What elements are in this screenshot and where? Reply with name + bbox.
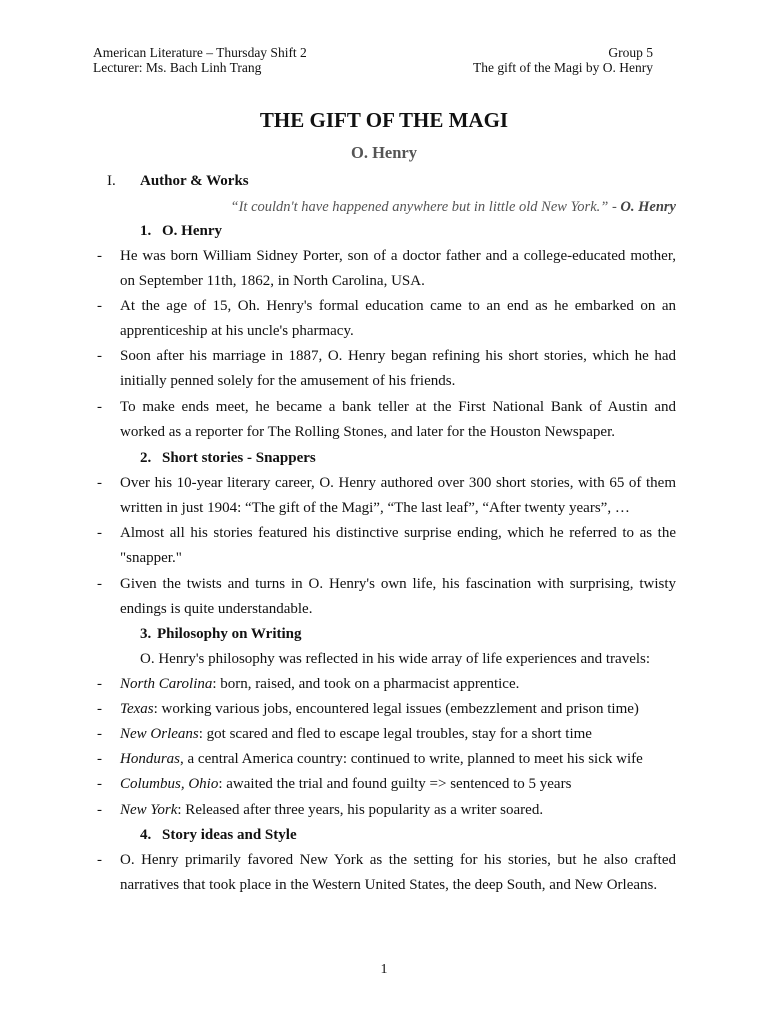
subheading-story-ideas [140, 825, 297, 845]
bullet-dash: - [97, 525, 102, 541]
list-item [97, 848, 676, 898]
list-item-text: O. Henry primarily favored New York as the setting for his stories, but he also crafted narratives that took place in the Western United States, the deep South, and New Orleans. [120, 852, 676, 893]
place-description: : born, raised, and took on a pharmacist apprentice. [212, 676, 520, 692]
place-name: Honduras [120, 751, 181, 767]
list-item [97, 294, 676, 344]
bullet-dash: - [97, 576, 102, 592]
course-name: American Literature – Thursday Shift 2 [93, 45, 307, 60]
list-item [97, 471, 676, 521]
bullet-dash: - [97, 399, 102, 415]
place-description: : got scared and fled to escape legal troubles, stay for a short time [198, 726, 592, 742]
work-title: The gift of the Magi by O. Henry [473, 60, 653, 75]
list-item-text: Almost all his stories featured his distinctive surprise ending, which he referred to as the "snapper." [120, 525, 676, 566]
subheading-title: Philosophy on Writing [157, 626, 302, 642]
section-number: I. [107, 173, 116, 189]
bullet-dash: - [97, 348, 102, 364]
list-item [97, 672, 676, 697]
bullet-dash: - [97, 676, 102, 692]
subheading-philosophy [140, 624, 302, 644]
subheading-number: 3. [140, 626, 152, 642]
place-description: : Released after three years, his popularity as a writer soared. [177, 802, 544, 818]
subheading-number: 2. [140, 450, 152, 466]
list-item-text: To make ends meet, he became a bank teller at the First National Bank of Austin and worked as a reporter for The Rolling Stones, and later for the Houston Newspaper. [120, 399, 676, 440]
list-item-text: Over his 10-year literary career, O. Henry authored over 300 short stories, with 65 of them written in just 1904: “The gift of the Magi”, “The last leaf”, “After twenty years”, … [120, 475, 676, 516]
list-item [97, 798, 676, 823]
bullet-dash: - [97, 852, 102, 868]
epigraph-quote [231, 197, 676, 217]
bullet-dash: - [97, 701, 102, 717]
quote-text: “It couldn't have happened anywhere but in little old New York.” - [230, 199, 621, 215]
subheading-title: Short stories - Snappers [162, 450, 316, 466]
list-item [97, 244, 676, 294]
place-name: North Carolina [120, 676, 213, 692]
lecturer-name: Lecturer: Ms. Bach Linh Trang [93, 60, 262, 75]
subheading-title: O. Henry [162, 223, 222, 239]
bullet-dash: - [97, 248, 102, 264]
list-item-text: At the age of 15, Oh. Henry's formal education came to an end as he embarked on an apprenticeship at his uncle's pharmacy. [120, 298, 676, 339]
list-item [97, 344, 676, 394]
subheading-short-stories [140, 448, 316, 468]
bullet-dash: - [97, 298, 102, 314]
place-description: : awaited the trial and found guilty => sentenced to 5 years [218, 776, 572, 792]
list-item [97, 747, 676, 772]
bullet-dash: - [97, 726, 102, 742]
place-description: , a central America country: continued to write, planned to meet his sick wife [180, 751, 643, 767]
place-name: Texas [120, 701, 154, 717]
place-name: New York [120, 802, 178, 818]
list-item [97, 772, 676, 797]
bullet-dash: - [97, 802, 102, 818]
list-item-text: Soon after his marriage in 1887, O. Henry began refining his short stories, which he had initially penned solely for the amusement of his friends. [120, 348, 676, 389]
quote-attribution: O. Henry [620, 199, 676, 215]
document-title: THE GIFT OF THE MAGI [259, 108, 509, 132]
philosophy-intro: O. Henry's philosophy was reflected in his wide array of life experiences and travels: [140, 651, 651, 667]
bullet-dash: - [97, 776, 102, 792]
list-item [97, 697, 676, 722]
bullet-dash: - [97, 475, 102, 491]
subheading-number: 4. [140, 827, 152, 843]
subheading-o-henry [140, 221, 222, 241]
list-item-text: He was born William Sidney Porter, son of a doctor father and a college-educated mother, on September 11th, 1862, in North Carolina, USA. [120, 248, 676, 289]
place-name: Columbus, Ohio [120, 776, 219, 792]
subheading-title: Story ideas and Style [162, 827, 297, 843]
list-item [97, 572, 676, 622]
group-name: Group 5 [608, 45, 653, 60]
section-title: Author & Works [140, 173, 249, 189]
list-item [97, 722, 676, 747]
place-name: New Orleans [120, 726, 199, 742]
list-item [97, 521, 676, 571]
section-heading-author-works [107, 171, 249, 191]
document-author: O. Henry [351, 143, 417, 162]
bullet-dash: - [97, 751, 102, 767]
list-item-text: Given the twists and turns in O. Henry's own life, his fascination with surprising, twisty endings is quite understandable. [120, 576, 676, 617]
page-number: 1 [380, 962, 388, 977]
place-description: : working various jobs, encountered legal issues (embezzlement and prison time) [153, 701, 639, 717]
list-item [97, 395, 676, 445]
subheading-number: 1. [140, 223, 152, 239]
